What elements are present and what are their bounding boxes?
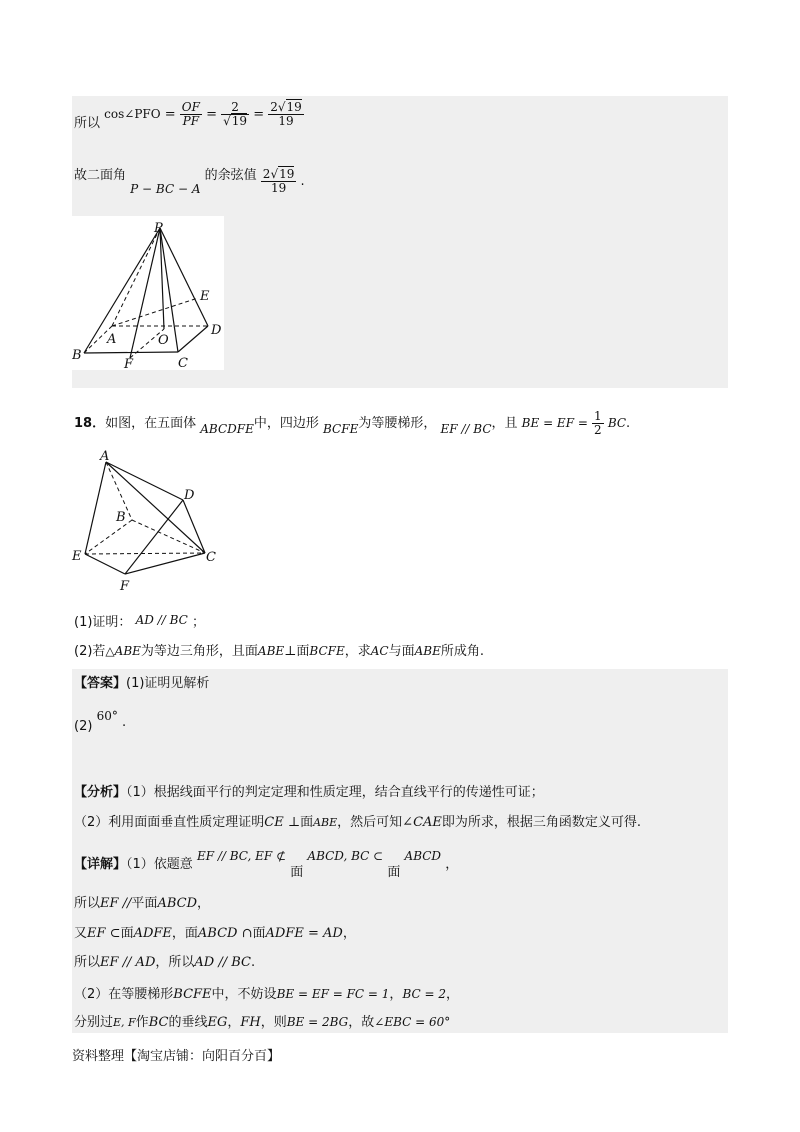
label-e: E: [72, 549, 82, 564]
edge-bc: [132, 520, 205, 553]
detail-line-4: 所以EF // AD，所以AD // BC.: [74, 955, 256, 970]
problem-statement: 18．如图，在五面体 ABCDFE中，四边形 BCFE为等腰梯形， EF // BC，且 BE = EF = $\frac{1}{2}$ BC.: [74, 409, 631, 437]
detail-line-2: 所以EF //平面ABCD，: [74, 896, 211, 911]
label-a: A: [107, 332, 117, 347]
label-o: O: [158, 333, 169, 348]
label-d: D: [211, 323, 222, 338]
detail-line-5: （2）在等腰梯形BCFE中，不妨设BE = EF = FC = 1，BC = 2，: [74, 987, 459, 1002]
half-frac: $\frac{1}{2}$: [594, 409, 602, 437]
label-f: F: [124, 357, 134, 370]
cos-frac2: $\frac{2}{√19}$: [223, 100, 248, 128]
cos-frac1: $\frac{OF}{PF}$: [181, 100, 200, 128]
pyramid-figure: [72, 216, 224, 370]
label-b: B: [116, 510, 126, 525]
label-f: F: [120, 579, 130, 594]
pentahedron-figure: [70, 448, 230, 596]
question-1: (1)证明： AD // BC ；: [74, 613, 205, 630]
label-c: C: [178, 356, 188, 370]
analysis-line-1: 【分析】（1）根据线面平行的判定定理和性质定理，结合直线平行的传递性可证；: [74, 785, 544, 800]
label-e: E: [200, 289, 210, 304]
edge-ef: [85, 554, 125, 574]
answer-line-2: (2) 60° .: [74, 709, 127, 734]
analysis-line-2: （2）利用面面垂直性质定理证明CE ⊥面ABE，然后可知∠CAE即为所求，根据三角函数定义可得.: [74, 815, 642, 830]
detail-line-3: 又EF ⊂面ADFE，面ABCD ∩面ADFE = AD，: [74, 926, 356, 941]
label-b: B: [72, 348, 82, 363]
answer-line-1: 【答案】(1)证明见解析: [74, 676, 210, 691]
cos-frac3: $\frac{2√19}{19}$: [270, 100, 302, 128]
question-2: (2)若△ABE为等边三角形，且面ABE⊥面BCFE，求AC与面ABE所成角.: [74, 644, 485, 659]
edge-fc: [125, 553, 205, 574]
cos-label: cos∠PFO: [104, 107, 161, 121]
label-a: A: [100, 449, 110, 464]
detail-line-6: 分别过E, F作BC的垂线EG，FH，则BE = 2BG，故∠EBC = 60°: [74, 1015, 451, 1030]
label-d: D: [184, 488, 195, 503]
cos-line: 所以 cos∠PFO = $\frac{OF}{PF}$ = $\frac{2}{√19}$ = $\frac{2√19}{19}$: [74, 100, 302, 131]
edge-ae: [85, 462, 106, 554]
label-c: C: [206, 550, 216, 565]
footer: 资料整理【淘宝店铺：向阳百分百】: [72, 1049, 281, 1064]
result-frac: $\frac{2√19}{19}$: [262, 167, 295, 195]
edge-df: [125, 500, 183, 574]
label-p: P: [154, 221, 163, 236]
detail-line-1: 【详解】（1）依题意 EF // BC, EF ⊄ 面 ABCD, BC ⊂ 面 ABCD ，: [74, 849, 459, 880]
edge-ec: [85, 553, 205, 554]
edge-ad: [106, 462, 183, 500]
edge-ac: [106, 462, 205, 553]
dihedral-line: 故二面角 P − BC − A 的余弦值 $\frac{2√19}{19}$ .: [74, 167, 305, 196]
